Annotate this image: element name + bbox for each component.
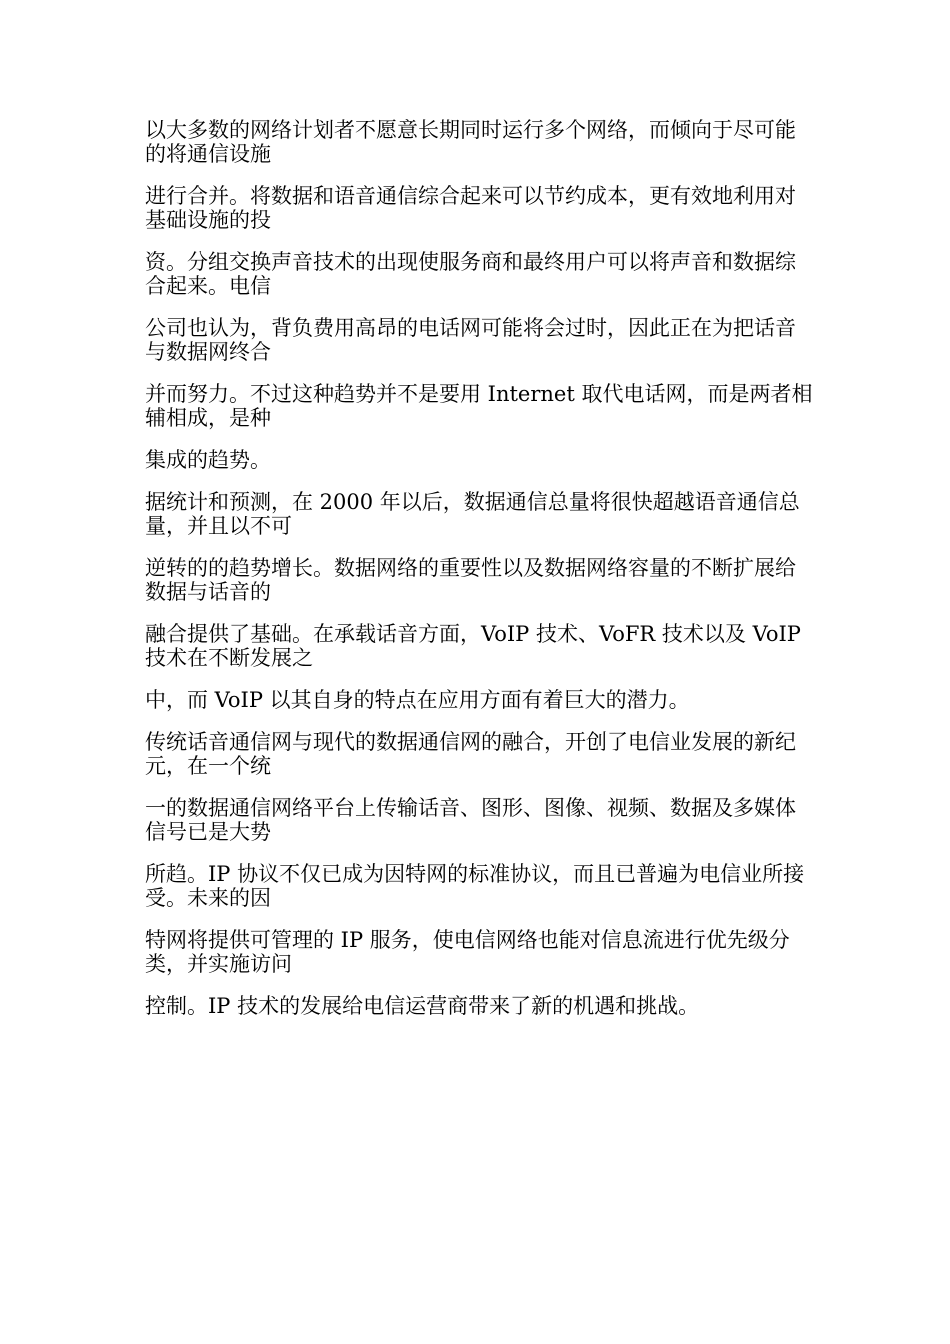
paragraph: 集成的趋势。 [145,448,271,472]
paragraph: 资。分组交换声音技术的出现使服务商和最终用户可以将声音和数据综合起来。电信 [145,250,796,298]
document-body [145,118,813,1036]
paragraph: 据统计和预测，在 2000 年以后，数据通信总量将很快超越语音通信总量，并且以不可 [145,490,800,538]
paragraph: 一的数据通信网络平台上传输话音、图形、图像、视频、数据及多媒体信号已是大势 [145,796,796,844]
paragraph: 公司也认为，背负费用高昂的电话网可能将会过时，因此正在为把话音与数据网终合 [145,316,796,364]
paragraph: 特网将提供可管理的 IP 服务，使电信网络也能对信息流进行优先级分类，并实施访问 [145,928,790,976]
paragraph: 所趋。IP 协议不仅已成为因特网的标准协议，而且已普遍为电信业所接受。未来的因 [145,862,805,910]
paragraph: 中，而 VoIP 以其自身的特点在应用方面有着巨大的潜力。 [145,688,690,712]
paragraph: 以大多数的网络计划者不愿意长期同时运行多个网络，而倾向于尽可能的将通信设施 [145,118,796,166]
paragraph: 传统话音通信网与现代的数据通信网的融合，开创了电信业发展的新纪元，在一个统 [145,730,796,778]
paragraph: 逆转的的趋势增长。数据网络的重要性以及数据网络容量的不断扩展给数据与话音的 [145,556,796,604]
paragraph: 进行合并。将数据和语音通信综合起来可以节约成本，更有效地利用对基础设施的投 [145,184,796,232]
paragraph: 控制。IP 技术的发展给电信运营商带来了新的机遇和挑战。 [145,994,700,1018]
paragraph: 并而努力。不过这种趋势并不是要用 Internet 取代电话网，而是两者相辅相成，是种 [145,382,813,430]
paragraph: 融合提供了基础。在承载话音方面，VoIP 技术、VoFR 技术以及 VoIP 技术在不断发展之 [145,622,801,670]
